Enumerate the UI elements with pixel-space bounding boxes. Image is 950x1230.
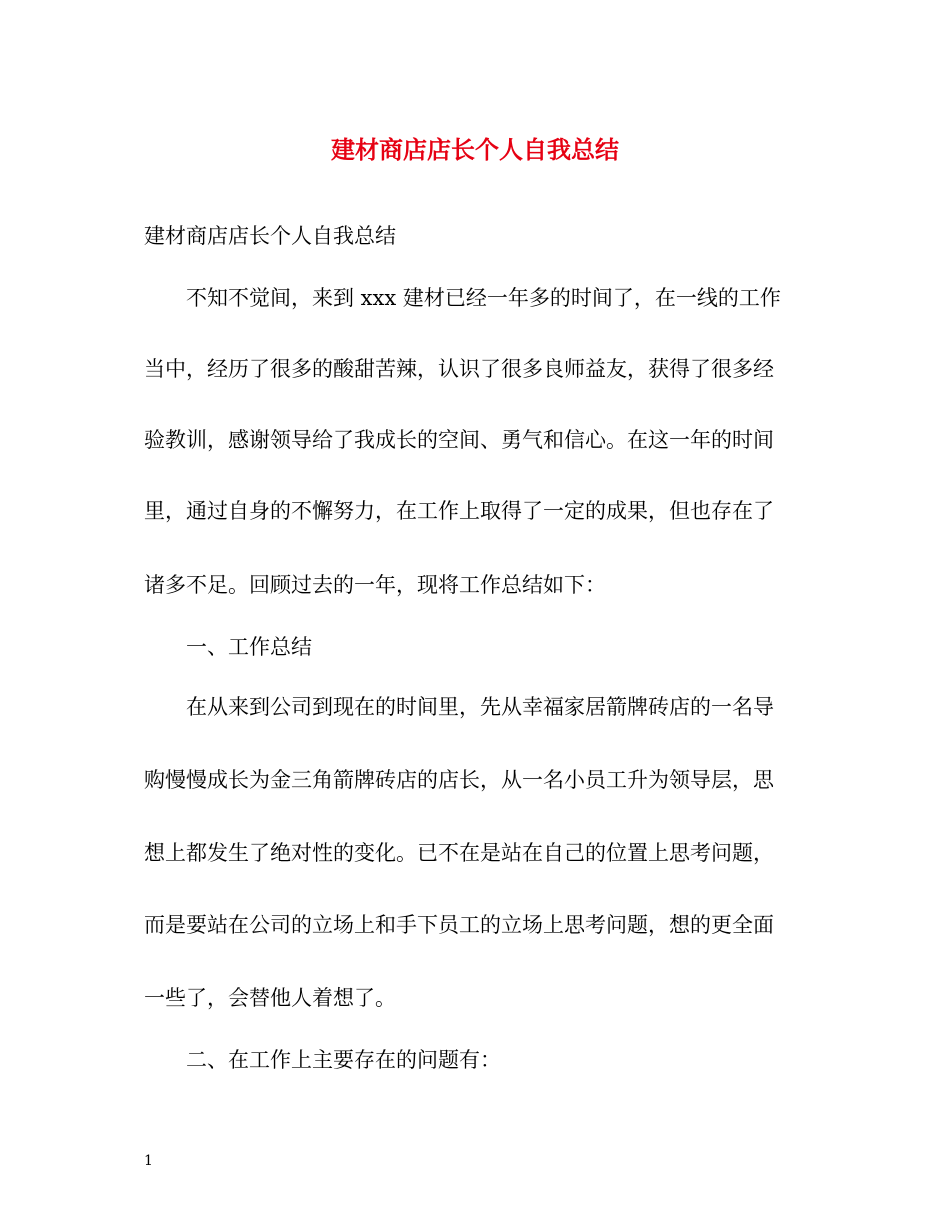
paragraph-line: 里，通过自身的不懈努力，在工作上取得了一定的成果，但也存在了 bbox=[144, 499, 774, 523]
paragraph-line: 诸多不足。回顾过去的一年，现将工作总结如下： bbox=[144, 573, 606, 597]
paragraph-line: 购慢慢成长为金三角箭牌砖店的店长，从一名小员工升为领导层，思 bbox=[144, 768, 774, 792]
paragraph-line: 验教训，感谢领导给了我成长的空间、勇气和信心。在这一年的时间 bbox=[144, 428, 774, 452]
page-number: 1 bbox=[144, 1153, 153, 1169]
document-title: 建材商店店长个人自我总结 bbox=[331, 135, 619, 164]
paragraph-line: 当中，经历了很多的酸甜苦辣，认识了很多良师益友，获得了很多经 bbox=[144, 357, 774, 381]
section-heading: 二、在工作上主要存在的问题有： bbox=[186, 1048, 501, 1072]
paragraph-line: 想上都发生了绝对性的变化。已不在是站在自己的位置上思考问题， bbox=[144, 841, 774, 865]
paragraph-line: 而是要站在公司的立场上和手下员工的立场上思考问题，想的更全面 bbox=[144, 913, 774, 937]
paragraph-line: 一些了，会替他人着想了。 bbox=[144, 986, 396, 1010]
paragraph-line: 不知不觉间，来到 xxx 建材已经一年多的时间了，在一线的工作 bbox=[186, 286, 781, 310]
section-heading: 一、工作总结 bbox=[186, 635, 312, 659]
paragraph-line: 在从来到公司到现在的时间里，先从幸福家居箭牌砖店的一名导 bbox=[186, 695, 774, 719]
document-subtitle: 建材商店店长个人自我总结 bbox=[144, 224, 396, 248]
